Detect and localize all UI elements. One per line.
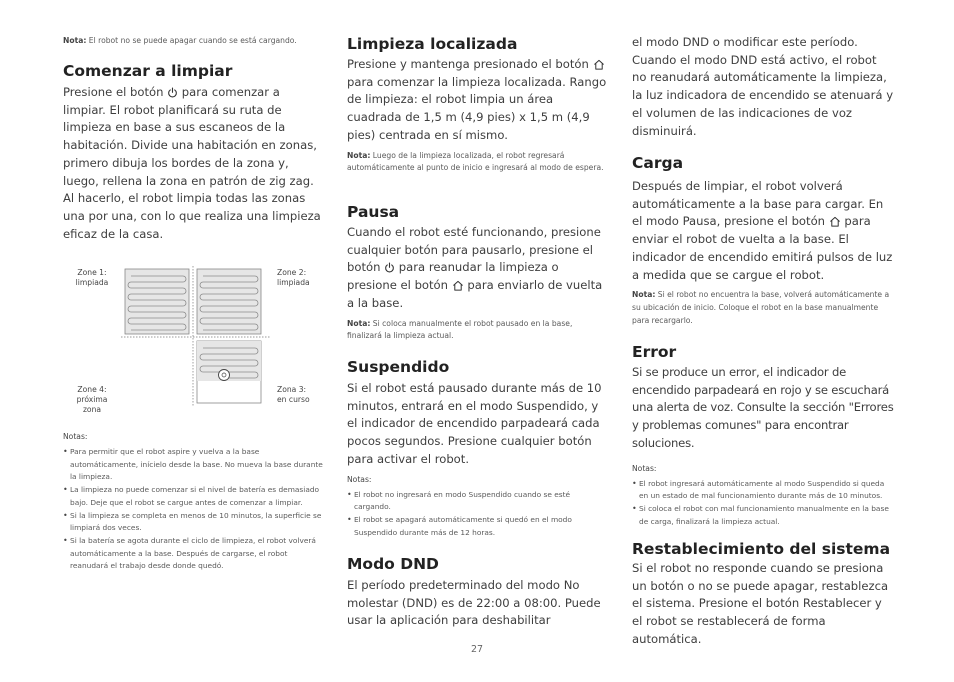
start-cleaning-text xyxy=(63,84,325,243)
charging-note xyxy=(632,289,894,327)
error-text: Si se produce un error, el indicador de encendido parpadeará en rojo y se escuchará una alerta de voz. Consulte la sección "Errores y problemas comunes" para encontrar soluciones. xyxy=(632,365,894,450)
heading-dnd: Modo DND xyxy=(347,555,439,573)
zone-2-label: Zone 2: limpiada xyxy=(277,268,310,287)
power-icon xyxy=(167,87,178,98)
reset-text: Si el robot no responde cuando se presiona un botón o no se puede apagar, restablezca el sistema. Presione el botón Restablecer y el robot se restablecerá de forma automática. xyxy=(632,561,889,646)
heading-error: Error xyxy=(632,343,677,361)
text-part: para comenzar la limpieza localizada. Rango de limpieza: el robot limpia un área cuadrada de 1,5 m (4,9 pies) x 1,5 m (4,9 pies) centrada en sí mismo. xyxy=(347,74,607,142)
list-item: • La limpieza no puede comenzar si el nivel de batería es demasiado bajo. Deje que el robot se cargue antes de comenzar a limpiar. xyxy=(63,484,325,509)
text-part: Presione el botón xyxy=(63,85,168,99)
home-icon xyxy=(452,280,464,291)
charging-text xyxy=(632,178,894,284)
list-item: • Si la batería se agota durante el ciclo de limpieza, el robot volverá automáticamente a la base. Después de cargarse, el robot reanudará el trabajo desde donde quedó. xyxy=(63,535,325,573)
notes-title: Notas: xyxy=(632,463,657,473)
heading-pause: Pausa xyxy=(347,203,400,221)
sleep-text: Si el robot está pausado durante más de 10 minutos, entrará en el modo Suspendido, y el indicador de encendido parpadeará cada pocos segundos. Presione cualquier botón para activar el robot. xyxy=(347,381,602,466)
text-part: para enviar el robot de vuelta a la base. El indicador de encendido emitirá pulsos de luz a medida que se cargue el robot. xyxy=(632,214,893,282)
notes-title: Notas: xyxy=(347,474,372,484)
note-label: Nota: xyxy=(632,290,656,300)
heading-charging: Carga xyxy=(632,154,684,172)
zone-3-label: Zona 3: en curso xyxy=(277,385,310,404)
list-item: • Para permitir que el robot aspire y vuelva a la base automáticamente, inícielo desde la base. No mueva la base durante la limpieza. xyxy=(63,446,325,484)
text-part: Después de limpiar, el robot volverá automáticamente a la base para cargar. En el modo Pausa, presione el botón xyxy=(632,179,884,229)
text-part: para enviarlo de vuelta a la base. xyxy=(347,278,603,310)
note-label: Nota: xyxy=(63,36,87,45)
section-dnd xyxy=(347,554,609,630)
zone-diagram xyxy=(63,262,325,422)
heading-sleep: Suspendido xyxy=(347,358,450,376)
note-label: Nota: xyxy=(347,150,371,160)
section-charging xyxy=(632,153,894,328)
pause-note xyxy=(347,318,609,344)
section-start-cleaning xyxy=(63,61,325,243)
list-item: • Si coloca el robot con mal funcionamiento manualmente en la base de carga, finalizará la limpieza actual. xyxy=(632,503,894,528)
heading-spot-cleaning: Limpieza localizada xyxy=(347,35,518,53)
zone-1-label: Zone 1: limpiada xyxy=(75,268,109,287)
section-reset xyxy=(632,539,894,649)
robot-icon xyxy=(219,370,230,381)
dnd-text-continued: el modo DND o modificar este período. Cuando el modo DND está activo, el robot no reanudará automáticamente la limpieza, la luz indicadora de encendido se atenuará y el volumen de las indicaciones de voz disminuirá. xyxy=(632,35,894,138)
zone-4-label: Zone 4: próxima zona xyxy=(76,385,108,414)
home-icon xyxy=(593,59,605,70)
note-text: Si el robot no encuentra la base, volverá automáticamente a su ubicación de inicio. Coloque el robot en la base manualmente para recargarlo. xyxy=(632,290,890,325)
note-text: Luego de la limpieza localizada, el robot regresará automáticamente al punto de inicio e ingresará al modo de espera. xyxy=(347,150,604,173)
note-text: Si coloca manualmente el robot pausado en la base, finalizará la limpieza actual. xyxy=(347,318,573,341)
notes-list xyxy=(632,478,894,529)
note-text: El robot no se puede apagar cuando se está cargando. xyxy=(86,36,297,45)
notes-title: Notas: xyxy=(63,432,88,441)
home-icon xyxy=(829,216,841,227)
spot-note xyxy=(347,150,609,176)
heading-start-cleaning: Comenzar a limpiar xyxy=(63,62,233,80)
notes-start-cleaning xyxy=(63,431,325,573)
text-part: para reanudar la limpieza o presione el botón xyxy=(347,260,559,293)
text-part: Cuando el robot esté funcionando, presione cualquier botón para pausarlo, presione el botón xyxy=(347,225,601,275)
text-part: para comenzar a limpiar. El robot planificará su ruta de limpieza en base a sus escaneos de la habitación. Divide una habitación en zonas, primero dibuja los bordes de la zona y, luego, rellena la zona en patrón de zig zag. Al hacerlo, el robot limpia todas las zonas una por una, con lo que realiza una limpieza eficaz de la casa. xyxy=(63,85,321,241)
text-part: Presione y mantenga presionado el botón xyxy=(347,57,593,71)
note-label: Nota: xyxy=(347,318,371,328)
notes-list xyxy=(347,489,609,540)
section-error xyxy=(632,342,894,528)
dnd-text: El período predeterminado del modo No molestar (DND) es de 22:00 a 08:00. Puede usar la aplicación para deshabilitar xyxy=(347,578,601,628)
list-item: • El robot no ingresará en modo Suspendido cuando se esté cargando. xyxy=(347,489,609,514)
heading-reset: Restablecimiento del sistema xyxy=(632,540,891,558)
section-spot-cleaning xyxy=(347,34,609,175)
page-number: 27 xyxy=(470,644,484,655)
top-note xyxy=(63,35,325,48)
section-pause xyxy=(347,202,609,343)
list-item: • El robot se apagará automáticamente si quedó en el modo Suspendido durante más de 12 horas. xyxy=(347,514,609,539)
notes-list xyxy=(63,446,325,573)
list-item: • Si la limpieza se completa en menos de 10 minutos, la superficie se limpiará dos veces. xyxy=(63,510,325,535)
list-item: • El robot ingresará automáticamente al modo Suspendido si queda en un estado de mal funcionamiento durante más de 10 minutos. xyxy=(632,478,894,503)
power-icon xyxy=(384,262,395,273)
spot-cleaning-text xyxy=(347,56,609,145)
section-sleep xyxy=(347,357,609,539)
pause-text xyxy=(347,224,609,313)
